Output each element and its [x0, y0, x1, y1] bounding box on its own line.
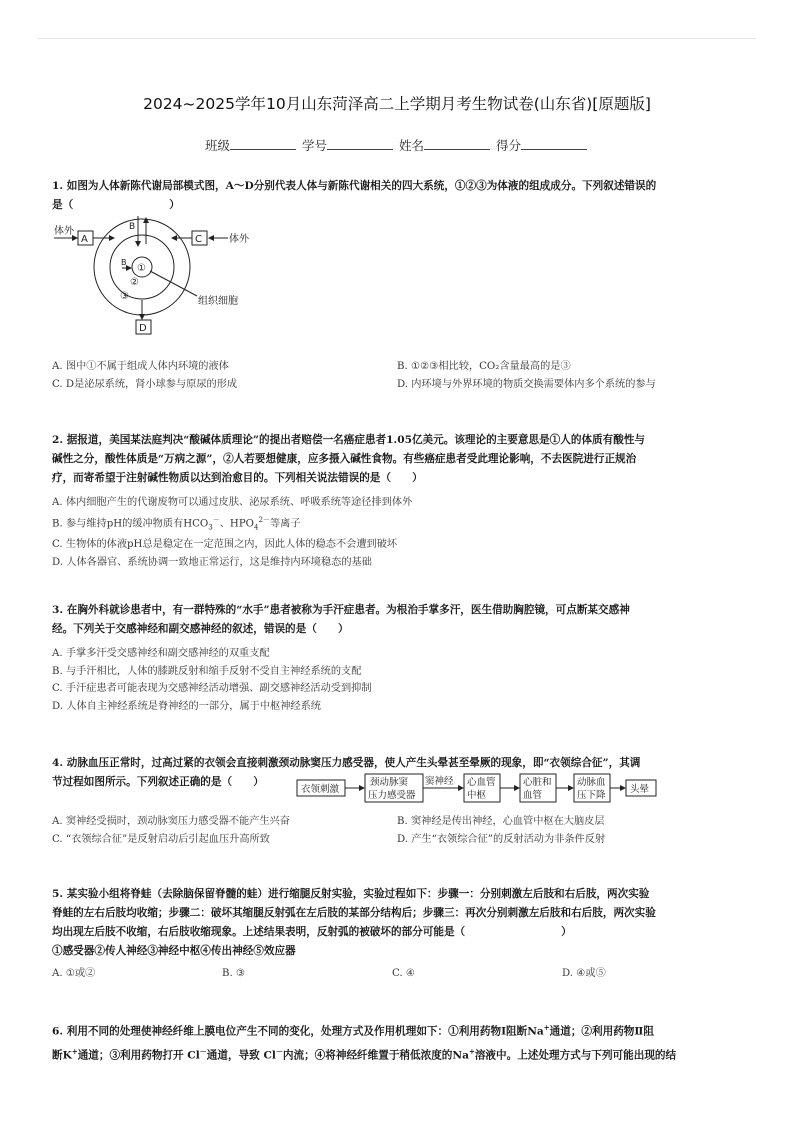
info-name-blank	[424, 138, 490, 150]
q3-options	[52, 645, 744, 715]
info-class-blank	[230, 138, 296, 150]
q6-line1-pre: 6. 利用不同的处理使神经纤维上膜电位产生不同的变化，处理方式及作用机理如下：①利用药物Ⅰ阻断Na	[52, 1025, 544, 1038]
q6-stem	[52, 1018, 744, 1065]
q6-line1-post: 通道；②利用药物Ⅱ阻	[549, 1025, 654, 1038]
q1-stem-line2: 是（	[52, 199, 74, 211]
q2-option-b-post: 等离子	[269, 517, 301, 529]
q6-line2-mid3: 内流；④将神经纤维置于稍低浓度的Na	[282, 1049, 469, 1062]
q5-option-b[interactable]: B. ③	[222, 968, 246, 979]
info-score-label: 得分	[495, 138, 521, 153]
q2-option-d[interactable]: D. 人体各器官、系统协调一致地正常运行，这是维持内环境稳态的基础	[52, 556, 372, 568]
q6-line2-pre: 断K	[52, 1049, 72, 1062]
q6-line2-mid2: 通道，导致 Cl	[206, 1049, 276, 1062]
q5-stem-line4: ①感受器②传人神经③神经中枢④传出神经⑤效应器	[52, 945, 296, 957]
q4-options	[52, 813, 744, 848]
q2-stem	[52, 431, 744, 488]
q5-option-a[interactable]: A. ①或②	[52, 968, 96, 979]
q4-box3-line2: 中枢	[467, 790, 487, 801]
q4-option-d[interactable]: D. 产生“衣领综合征”的反射活动为非条件反射	[397, 833, 606, 845]
q1-outside-right: 体外	[229, 234, 249, 245]
q1-option-c[interactable]: C. D是泌尿系统，肾小球参与原尿的形成	[52, 378, 238, 390]
q1-label-cell: 组织细胞	[198, 296, 238, 307]
q2-option-b-sub2: 4	[254, 522, 259, 531]
q4-arrow2-label: 窦神经	[425, 776, 454, 787]
q1-label-b-top: B	[129, 222, 136, 232]
q3-stem-line1: 3. 在胸外科就诊患者中，有一群特殊的“水手”患者被称为手汗症患者。为根治手掌多汗，医生借助胸腔镜，可点断某交感神	[52, 604, 630, 616]
q4-option-c[interactable]: C. “衣领综合征”是反射启动后引起血压升高所致	[52, 833, 270, 845]
info-class-label: 班级	[204, 138, 230, 153]
q6-stem-line2	[52, 1042, 744, 1066]
q5-stem	[52, 885, 744, 961]
info-name-label: 姓名	[398, 138, 424, 153]
q2-options	[52, 494, 744, 571]
q2-stem-line1: 2. 据报道，美国某法庭判决“酸碱体质理论”的提出者赔偿一名癌症患者1.05亿美元。该理论的主要意思是①人的体质有酸性与	[52, 434, 646, 446]
q1-label-b-inner: B	[121, 258, 127, 267]
q4-box3-line1: 心血管	[467, 777, 496, 788]
q4-stem-line2: 节过程如图所示。下列叙述正确的是（ ）	[52, 776, 264, 788]
q4-stem-line1: 4. 动脉血压正常时，过高过紧的衣领会直接刺激颈动脉窦压力感受器，使人产生头晕甚至晕厥的现象，即“衣领综合征”，其调	[52, 757, 641, 769]
q3-option-a[interactable]: A. 手掌多汗受交感神经和副交感神经的双重支配	[52, 648, 270, 659]
q2-option-b-pre: B. 参与维持pH的缓冲物质有HCO	[52, 517, 209, 529]
q1-label-d: D	[139, 323, 147, 334]
q2-option-b-sup1: －	[212, 515, 220, 524]
q5-stem-line1: 5. 某实验小组将脊蛙（去除脑保留脊髓的蛙）进行缩腿反射实验，实验过程如下：步骤一：分别刺激左后肢和右后肢，两次实验	[52, 888, 650, 900]
q4-box5-line2: 压下降	[577, 790, 606, 801]
q5-stem-line2: 脊蛙的左右后肢均收缩；步骤二：破坏其缩腿反射弧在左后肢的某部分结构后；步骤三：再次分别刺激左后肢和右后肢，两次实验	[52, 907, 656, 919]
q2-option-b[interactable]	[52, 512, 744, 537]
q1-label-c: C	[195, 234, 202, 245]
q4-option-a[interactable]: A. 窦神经受损时，颈动脉窦压力感受器不能产生兴奋	[52, 816, 290, 827]
q4-flow-diagram	[296, 773, 696, 805]
q3-option-c[interactable]: C. 手汗症患者可能表现为交感神经活动增强、副交感神经活动受到抑制	[52, 683, 372, 694]
q6-line2-post: 溶液中。上述处理方式与下列可能出现的结	[474, 1049, 677, 1062]
q4-box4-line2: 血管	[523, 790, 543, 801]
q1-option-b[interactable]: B. ①②③相比较，CO₂含量最高的是③	[397, 361, 571, 372]
q3-option-d[interactable]: D. 人体自主神经系统是脊神经的一部分，属于中枢神经系统	[52, 700, 321, 712]
q1-stem-end: ）	[169, 199, 180, 211]
q1-stem	[52, 177, 744, 215]
student-info-row	[0, 136, 794, 154]
q4-box2-line1: 颈动脉窦	[370, 777, 409, 788]
q5-stem-line3: 均出现左后肢不收缩，右后肢收缩现象。上述结果表明，反射弧的被破坏的部分可能是（	[52, 926, 466, 938]
q6-line2-sup3: －	[275, 1046, 283, 1056]
q1-options	[52, 358, 744, 393]
q6-line2-sup4: +	[468, 1046, 475, 1056]
q4-option-b[interactable]: B. 窦神经是传出神经，心血管中枢在大脑皮层	[397, 816, 605, 827]
q4-box5-line1: 动脉血	[577, 777, 606, 788]
q6-line1-sup1: +	[543, 1023, 550, 1032]
q2-option-b-sup2: 2－	[258, 515, 270, 524]
q3-stem-line2: 经。下列关于交感神经和副交感神经的叙述，错误的是（ ）	[52, 623, 349, 635]
q1-label-n3: ③	[120, 291, 129, 302]
q4-box2-line2: 压力感受器	[368, 790, 416, 801]
info-score-blank	[521, 138, 587, 150]
q3-option-b[interactable]: B. 与手汗相比，人体的膝跳反射和缩手反射不受自主神经系统的支配	[52, 665, 362, 677]
q2-stem-line2: 碱性之分，酸性体质是“万病之源”，②人若要想健康，应多摄入碱性食物。有些癌症患者受此理论影响，不去医院进行正规治	[52, 453, 637, 465]
q1-label-n1: ①	[137, 263, 146, 274]
q5-option-d[interactable]: D. ④或⑤	[562, 968, 606, 979]
q4-box4-line1: 心脏和	[523, 777, 552, 788]
page-title: 2024~2025学年10月山东菏泽高二上学期月考生物试卷(山东省)[原题版]	[143, 95, 651, 113]
info-number-blank	[327, 138, 393, 150]
q1-diagram	[52, 216, 252, 340]
q6-line2-sup2: －	[199, 1046, 207, 1056]
q6-stem-line1	[52, 1018, 744, 1042]
info-number-label: 学号	[301, 138, 327, 153]
q1-outside-left: 体外	[54, 226, 74, 237]
q5-stem-line3-end: ）	[561, 926, 572, 938]
q1-option-a[interactable]: A. 图中①不属于组成人体内环境的液体	[52, 361, 229, 372]
q5-option-c[interactable]: C. ④	[392, 968, 416, 979]
q2-option-a[interactable]: A. 体内细胞产生的代谢废物可以通过皮肤、泌尿系统、呼吸系统等途径排到体外	[52, 497, 413, 508]
q2-option-b-mid: 、HPO	[219, 517, 255, 529]
q2-option-c[interactable]: C. 生物体的体液pH总是稳定在一定范围之内，因此人体的稳态不会遭到破坏	[52, 539, 398, 551]
q1-option-d[interactable]: D. 内环境与外界环境的物质交换需要体内多个系统的参与	[397, 378, 656, 390]
q1-label-a: A	[81, 234, 88, 245]
q2-option-b-sub1: 3	[208, 522, 213, 531]
q6-line2-mid1: 通道；③利用药物打开 Cl	[77, 1049, 200, 1062]
q6-line2-sup1: +	[71, 1046, 78, 1056]
q4-box1-text: 衣领刺激	[301, 784, 340, 795]
top-divider	[38, 38, 756, 39]
q1-label-n2: ②	[130, 277, 139, 288]
q5-options	[52, 965, 744, 983]
q1-stem-line1: 1. 如图为人体新陈代谢局部模式图，A～D分别代表人体与新陈代谢相关的四大系统，①②③为体液的组成成分。下列叙述错误的	[52, 180, 657, 192]
q3-stem	[52, 601, 744, 639]
q4-box6-text: 头晕	[630, 784, 650, 795]
q2-stem-line3: 疗，而寄希望于注射碱性物质以达到治愈目的。下列相关说法错误的是（ ）	[52, 472, 423, 484]
